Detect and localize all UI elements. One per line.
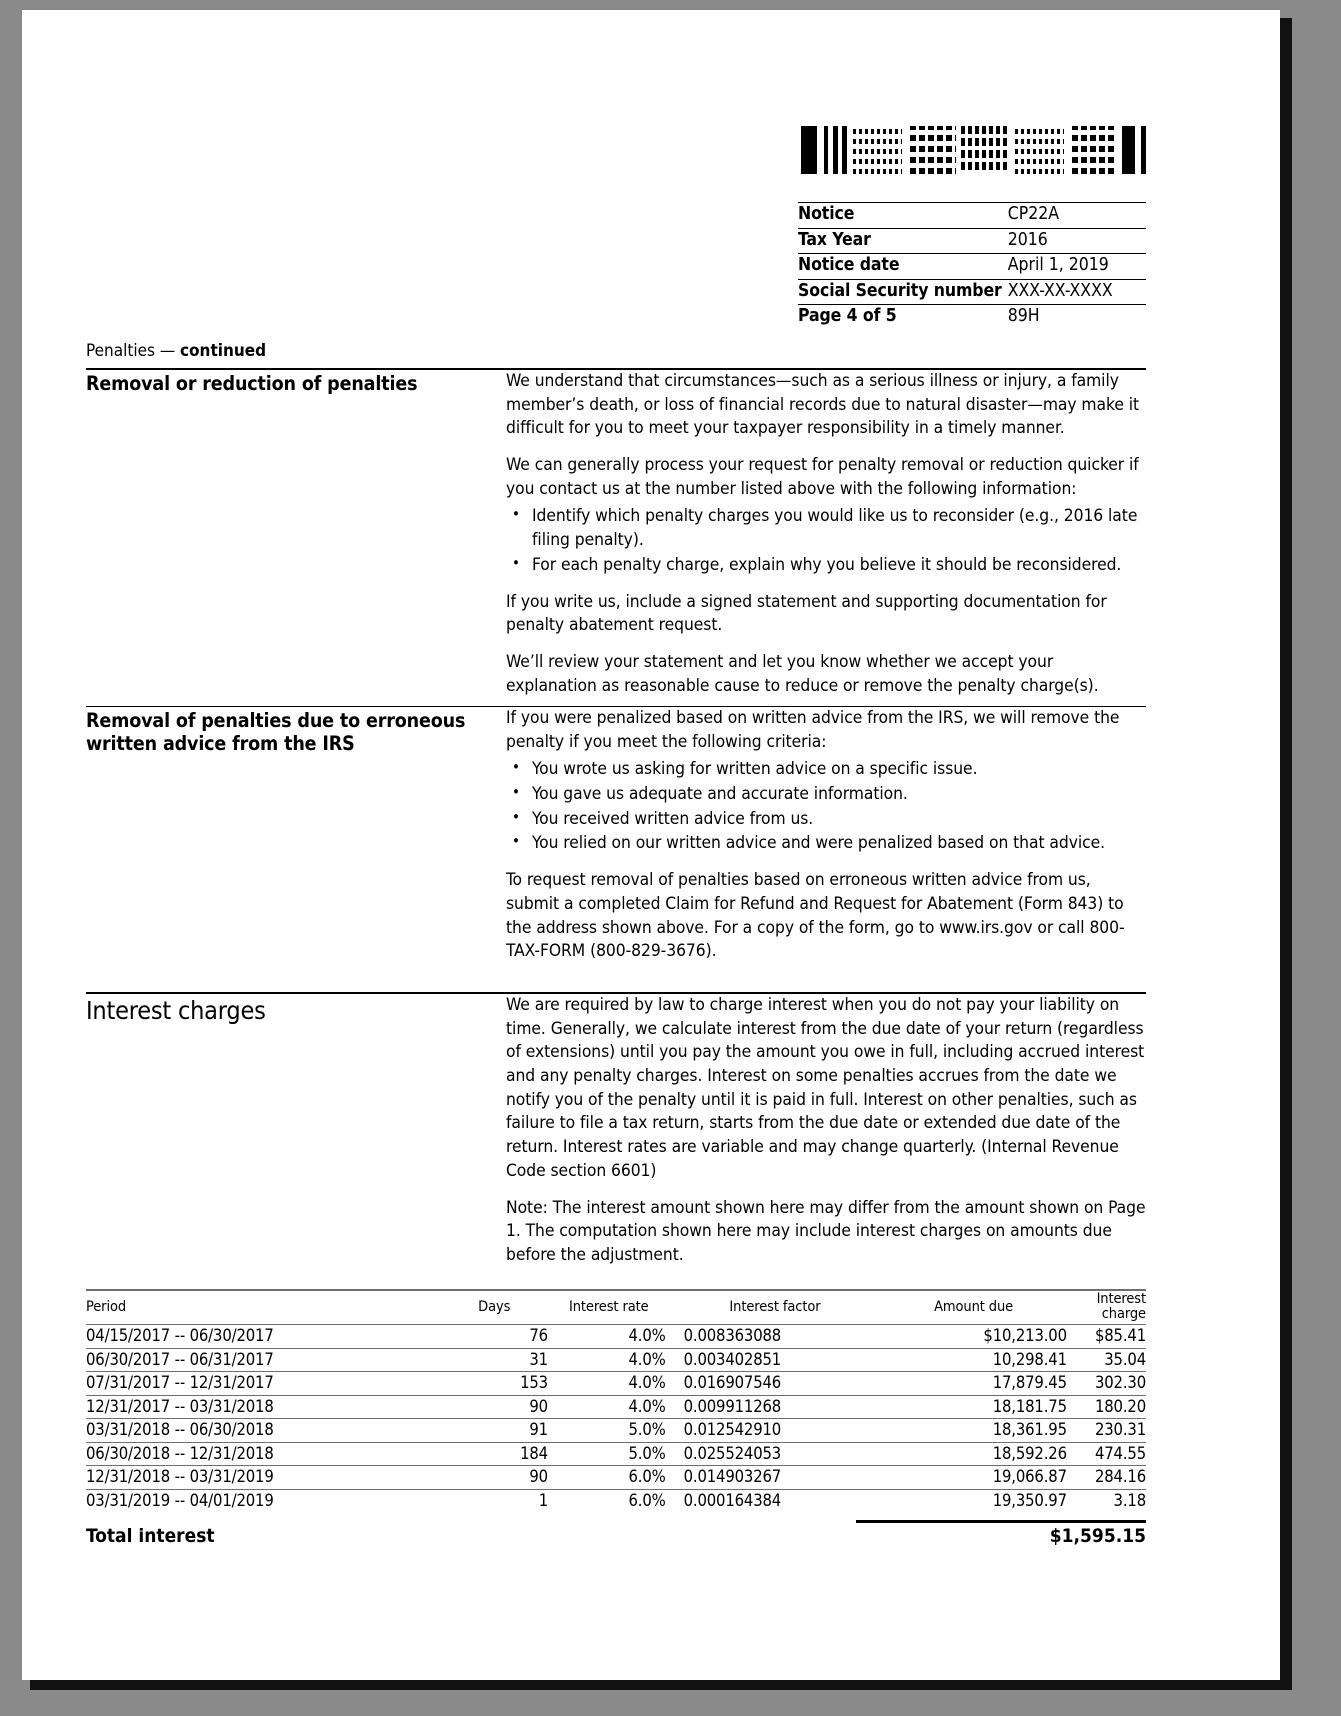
cell-interest-charge: 284.16 (1067, 1466, 1146, 1489)
section-body-column (506, 707, 1146, 964)
section-title: Removal or reduction of penalties (86, 372, 418, 395)
interest-computation-table (86, 1289, 1146, 1512)
table-row (86, 1372, 1146, 1395)
notice-info-row (798, 203, 1146, 229)
paragraph: Note: The interest amount shown here may differ from the amount shown on Page 1. The computation shown here may include interest charges on amounts due before the adjustment. (506, 1197, 1146, 1265)
cell-interest-charge: 474.55 (1067, 1442, 1146, 1465)
section-body-column (506, 370, 1146, 698)
notice-label: Notice (798, 203, 1008, 229)
table-row (86, 1348, 1146, 1371)
cell-days: 91 (440, 1419, 548, 1442)
column-header-amount-due: Amount due (880, 1290, 1067, 1325)
column-header-interest-rate: Interest rate (548, 1290, 670, 1325)
list-item: • For each penalty charge, explain why you believe it should be reconsidered. (506, 554, 1146, 578)
table-row (86, 1395, 1146, 1418)
cell-amount-due: $10,213.00 (880, 1325, 1067, 1348)
cell-period: 06/30/2017 -- 06/31/2017 (86, 1348, 440, 1371)
section-title-column (86, 994, 506, 1268)
column-header-interest-factor: Interest factor (670, 1290, 881, 1325)
notice-info-row (798, 228, 1146, 254)
cell-factor: 0.025524053 (670, 1442, 881, 1465)
cell-rate: 4.0% (548, 1395, 670, 1418)
cell-period: 06/30/2018 -- 12/31/2018 (86, 1442, 440, 1465)
list-item: • Identify which penalty charges you would like us to reconsider (e.g., 2016 late filing penalty). (506, 505, 1146, 552)
cell-amount-due: 18,181.75 (880, 1395, 1067, 1418)
continued-header-dash: — (159, 341, 180, 361)
cell-amount-due: 17,879.45 (880, 1372, 1067, 1395)
cell-days: 184 (440, 1442, 548, 1465)
total-interest-label: Total interest (86, 1525, 215, 1547)
cell-rate: 5.0% (548, 1442, 670, 1465)
table-row (86, 1419, 1146, 1442)
paragraph: If you write us, include a signed statement and supporting documentation for penalty abatement request. (506, 591, 1107, 636)
column-header-period: Period (86, 1290, 440, 1325)
page-number-label: Page 4 of 5 (798, 306, 897, 327)
cell-interest-charge: 35.04 (1067, 1348, 1146, 1371)
cell-rate: 6.0% (548, 1466, 670, 1489)
list-item: • You gave us adequate and accurate information. (506, 783, 1146, 807)
cell-rate: 4.0% (548, 1372, 670, 1395)
notice-info-row (798, 305, 1146, 330)
tax-year-value: 2016 (1008, 228, 1146, 254)
cell-amount-due: 19,350.97 (992, 1490, 1067, 1510)
cell-interest-charge: 302.30 (1067, 1372, 1146, 1395)
bullet-list (506, 505, 1146, 577)
cell-rate: 5.0% (548, 1419, 670, 1442)
cell-interest-charge: $85.41 (1067, 1325, 1146, 1348)
total-interest-row (86, 1520, 1146, 1547)
penalties-continued-header (86, 342, 1146, 363)
list-item: • You received written advice from us. (506, 808, 1146, 832)
cell-interest-charge: 3.18 (1113, 1490, 1146, 1510)
section-erroneous-written-advice (86, 706, 1146, 964)
cell-period: 12/31/2017 -- 03/31/2018 (86, 1395, 440, 1418)
notice-date-value: April 1, 2019 (1008, 254, 1146, 280)
notice-date-label: Notice date (798, 254, 1008, 280)
cell-days: 90 (440, 1466, 548, 1489)
cell-amount-due: 19,066.87 (880, 1466, 1067, 1489)
cell-factor: 0.014903267 (670, 1466, 881, 1489)
cell-period: 03/31/2018 -- 06/30/2018 (86, 1419, 440, 1442)
notice-value: CP22A (1008, 203, 1146, 229)
cell-amount-due: 18,592.26 (880, 1442, 1067, 1465)
cell-period: 07/31/2017 -- 12/31/2017 (86, 1372, 440, 1395)
notice-info-table (798, 202, 1146, 330)
section-title: Removal of penalties due to erroneous written advice from the IRS (86, 709, 466, 755)
cell-rate: 6.0% (628, 1490, 666, 1510)
bullet-list (506, 758, 1146, 856)
notice-page (22, 10, 1280, 1680)
table-header-row (86, 1290, 1146, 1325)
cell-amount-due: 18,361.95 (880, 1419, 1067, 1442)
cell-interest-charge: 180.20 (1067, 1395, 1146, 1418)
section-title-column (86, 707, 506, 964)
notice-info-row (798, 254, 1146, 280)
paragraph: We can generally process your request for penalty removal or reduction quicker if you contact us at the number listed above with the following information: (506, 455, 1139, 499)
tax-year-label: Tax Year (798, 228, 1008, 254)
continued-header-light: Penalties (86, 341, 160, 361)
page-code-value: 89H (1007, 306, 1040, 327)
section-removal-or-reduction (86, 368, 1146, 698)
cell-factor: 0.003402851 (670, 1348, 881, 1371)
total-interest-value: $1,595.15 (1049, 1525, 1146, 1547)
table-row (86, 1442, 1146, 1465)
paragraph: We understand that circumstances—such as a serious illness or injury, a family member’s death, or loss of financial records due to natural disaster—may make it difficult for you to meet your taxpayer responsibility in a timely manner. (506, 371, 1140, 439)
continued-header-bold: continued (179, 341, 267, 361)
cell-factor: 0.016907546 (670, 1372, 881, 1395)
notice-info-row (798, 279, 1146, 305)
cell-days: 31 (440, 1348, 548, 1371)
cell-rate: 4.0% (548, 1325, 670, 1348)
table-row (86, 1489, 1146, 1512)
mail-barcode (801, 126, 1146, 174)
cell-days: 90 (440, 1395, 548, 1418)
list-item: • You relied on our written advice and were penalized based on that advice. (506, 832, 1146, 856)
cell-amount-due: 10,298.41 (880, 1348, 1067, 1371)
barcode-stripes (801, 126, 1146, 174)
cell-period: 03/31/2019 -- 04/01/2019 (86, 1490, 274, 1510)
cell-period: 12/31/2018 -- 03/31/2019 (86, 1466, 440, 1489)
cell-interest-charge: 230.31 (1067, 1419, 1146, 1442)
column-header-interest-charge: Interest charge (1067, 1290, 1146, 1325)
ssn-label: Social Security number (798, 279, 1008, 305)
cell-period: 04/15/2017 -- 06/30/2017 (86, 1325, 440, 1348)
cell-factor: 0.009911268 (670, 1395, 881, 1418)
section-title-column (86, 370, 506, 698)
cell-factor: 0.012542910 (670, 1419, 881, 1442)
cell-days: 76 (440, 1325, 548, 1348)
cell-rate: 4.0% (548, 1348, 670, 1371)
list-item: • You wrote us asking for written advice on a specific issue. (506, 758, 1146, 782)
section-interest-charges (86, 992, 1146, 1268)
section-title: Interest charges (86, 996, 266, 1025)
table-row (86, 1466, 1146, 1489)
column-header-days: Days (440, 1290, 548, 1325)
cell-days: 153 (440, 1372, 548, 1395)
paragraph: To request removal of penalties based on erroneous written advice from us, submit a completed Claim for Refund and Request for Abatement (Form 843) to the address shown above. For a copy of the form, go to www.irs.gov or call 800-TAX-FORM (800-829-3676). (506, 870, 1125, 962)
paragraph: We’ll review your statement and let you know whether we accept your explanation as reasonable cause to reduce or remove the penalty charge(s). (506, 651, 1099, 696)
cell-days: 1 (538, 1490, 548, 1510)
paragraph: If you were penalized based on written advice from the IRS, we will remove the penalty if you meet the following criteria: (506, 708, 1120, 752)
paragraph: We are required by law to charge interest when you do not pay your liability on time. Generally, we calculate interest from the due date of your return (regardless of extensions) until you pay the amount you owe in full, including accrued interest and any penalty charges. Interest on some penalties accrues from the date we notify you of the penalty until it is paid in full. Interest on other penalties, such as failure to file a tax return, starts from the due date or extended due date of the return. Interest rates are variable and may change quarterly. (Internal Revenue Code section 6601) (506, 995, 1145, 1181)
table-row (86, 1325, 1146, 1348)
page-content-area (36, 24, 1266, 1666)
section-body-column (506, 994, 1146, 1268)
cell-factor: 0.008363088 (670, 1325, 881, 1348)
cell-factor: 0.000164384 (683, 1490, 782, 1510)
ssn-value: XXX-XX-XXXX (1008, 279, 1146, 305)
